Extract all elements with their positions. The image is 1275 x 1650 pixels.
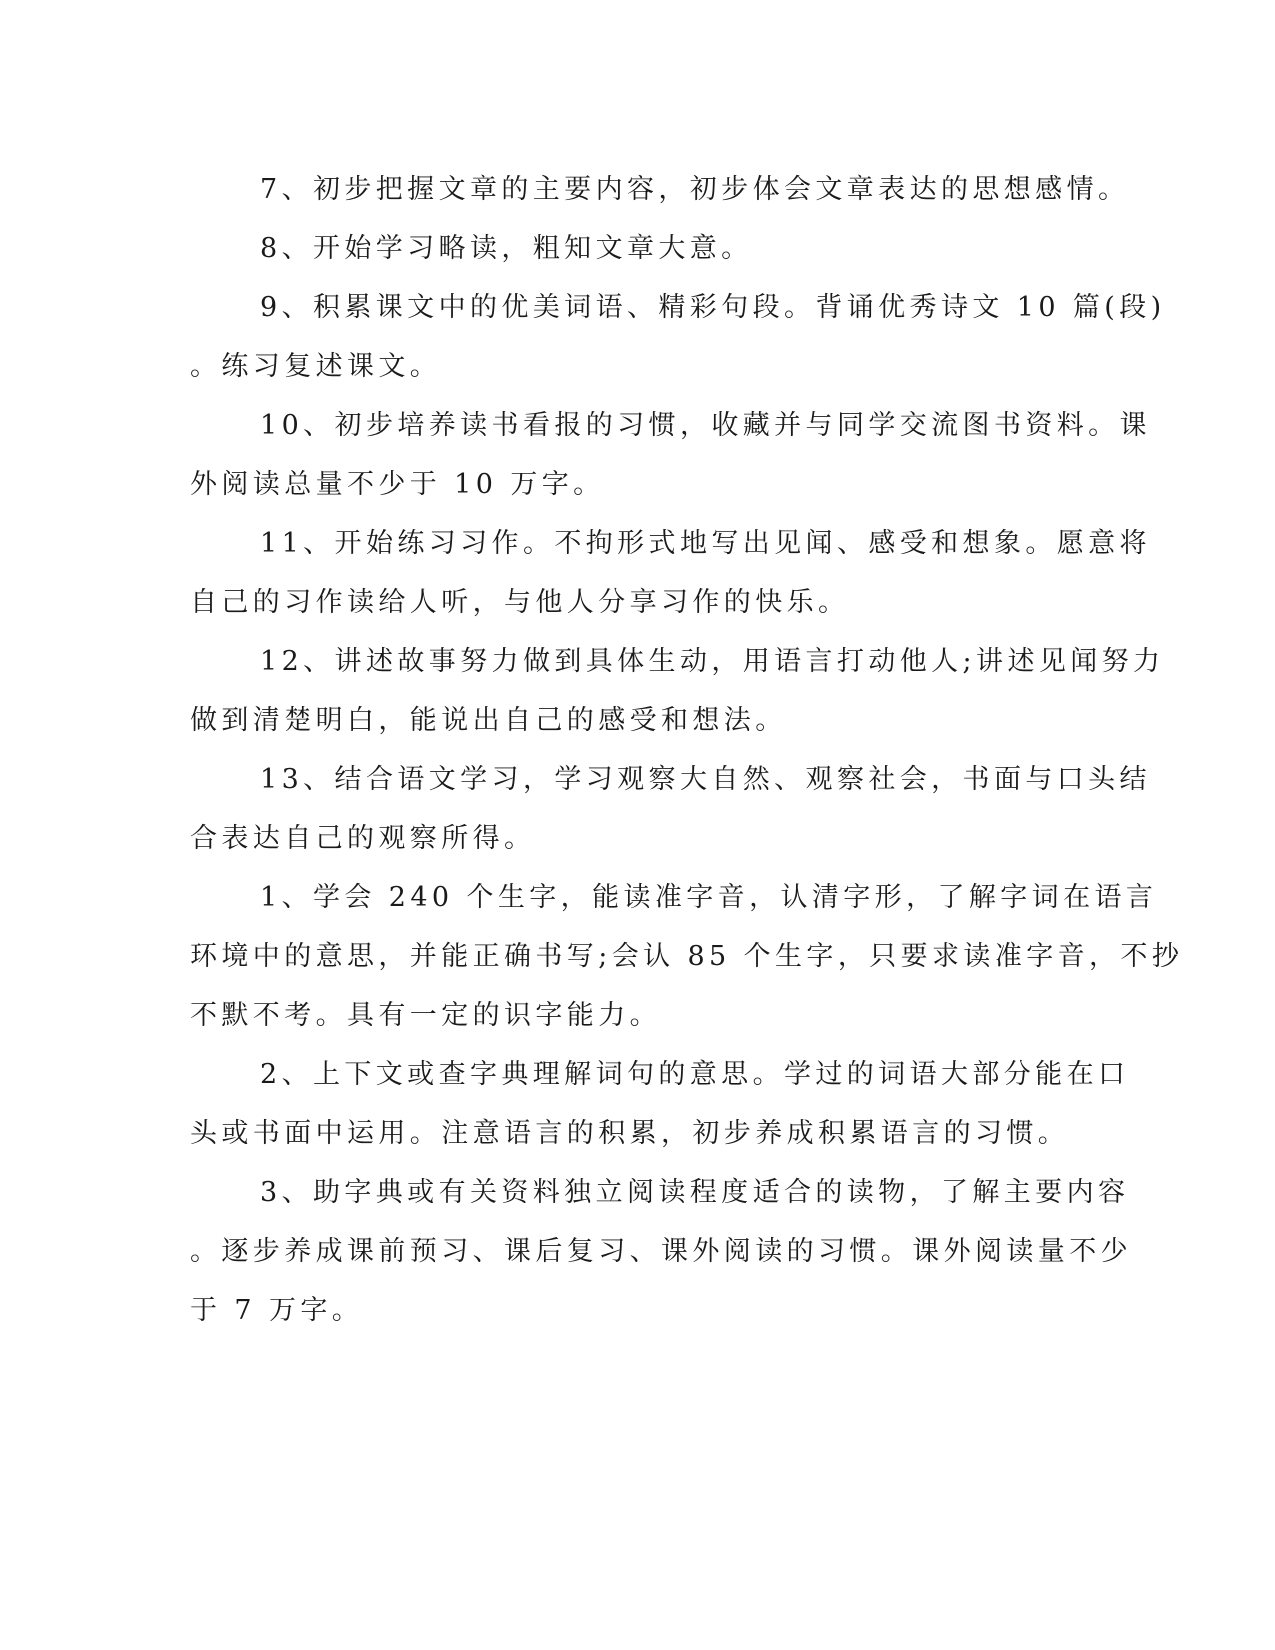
text-line-11: 13、结合语文学习，学习观察大自然、观察社会，书面与口头结	[260, 764, 1151, 795]
text-line-16: 2、上下文或查字典理解词句的意思。学过的词语大部分能在口	[260, 1059, 1130, 1090]
text-line-10: 做到清楚明白，能说出自己的感受和想法。	[190, 705, 787, 736]
text-line-18: 3、助字典或有关资料独立阅读程度适合的读物，了解主要内容	[260, 1177, 1130, 1208]
text-line-2: 8、开始学习略读，粗知文章大意。	[260, 233, 753, 264]
document-body	[190, 160, 1184, 1340]
text-line-17: 头或书面中运用。注意语言的积累，初步养成积累语言的习惯。	[190, 1118, 1070, 1149]
text-line-20: 于 7 万字。	[190, 1295, 364, 1326]
text-line-19: 。逐步养成课前预习、课后复习、课外阅读的习惯。课外阅读量不少	[190, 1236, 1132, 1267]
text-line-6: 外阅读总量不少于 10 万字。	[190, 469, 605, 500]
text-line-7: 11、开始练习习作。不拘形式地写出见闻、感受和想象。愿意将	[260, 528, 1151, 559]
text-line-9: 12、讲述故事努力做到具体生动，用语言打动他人;讲述见闻努力	[260, 646, 1165, 677]
text-line-12: 合表达自己的观察所得。	[190, 823, 536, 854]
text-line-3: 9、积累课文中的优美词语、精彩句段。背诵优秀诗文 10 篇(段)	[260, 292, 1166, 323]
text-line-14: 环境中的意思，并能正确书写;会认 85 个生字，只要求读准字音，不抄	[190, 941, 1184, 972]
text-line-8: 自己的习作读给人听，与他人分享习作的快乐。	[190, 587, 850, 618]
text-line-13: 1、学会 240 个生字，能读准字音，认清字形，了解字词在语言	[260, 882, 1158, 913]
text-line-15: 不默不考。具有一定的识字能力。	[190, 1000, 661, 1031]
text-line-1: 7、初步把握文章的主要内容，初步体会文章表达的思想感情。	[260, 174, 1130, 205]
text-line-5: 10、初步培养读书看报的习惯，收藏并与同学交流图书资料。课	[260, 410, 1151, 441]
text-line-4: 。练习复述课文。	[190, 351, 442, 382]
